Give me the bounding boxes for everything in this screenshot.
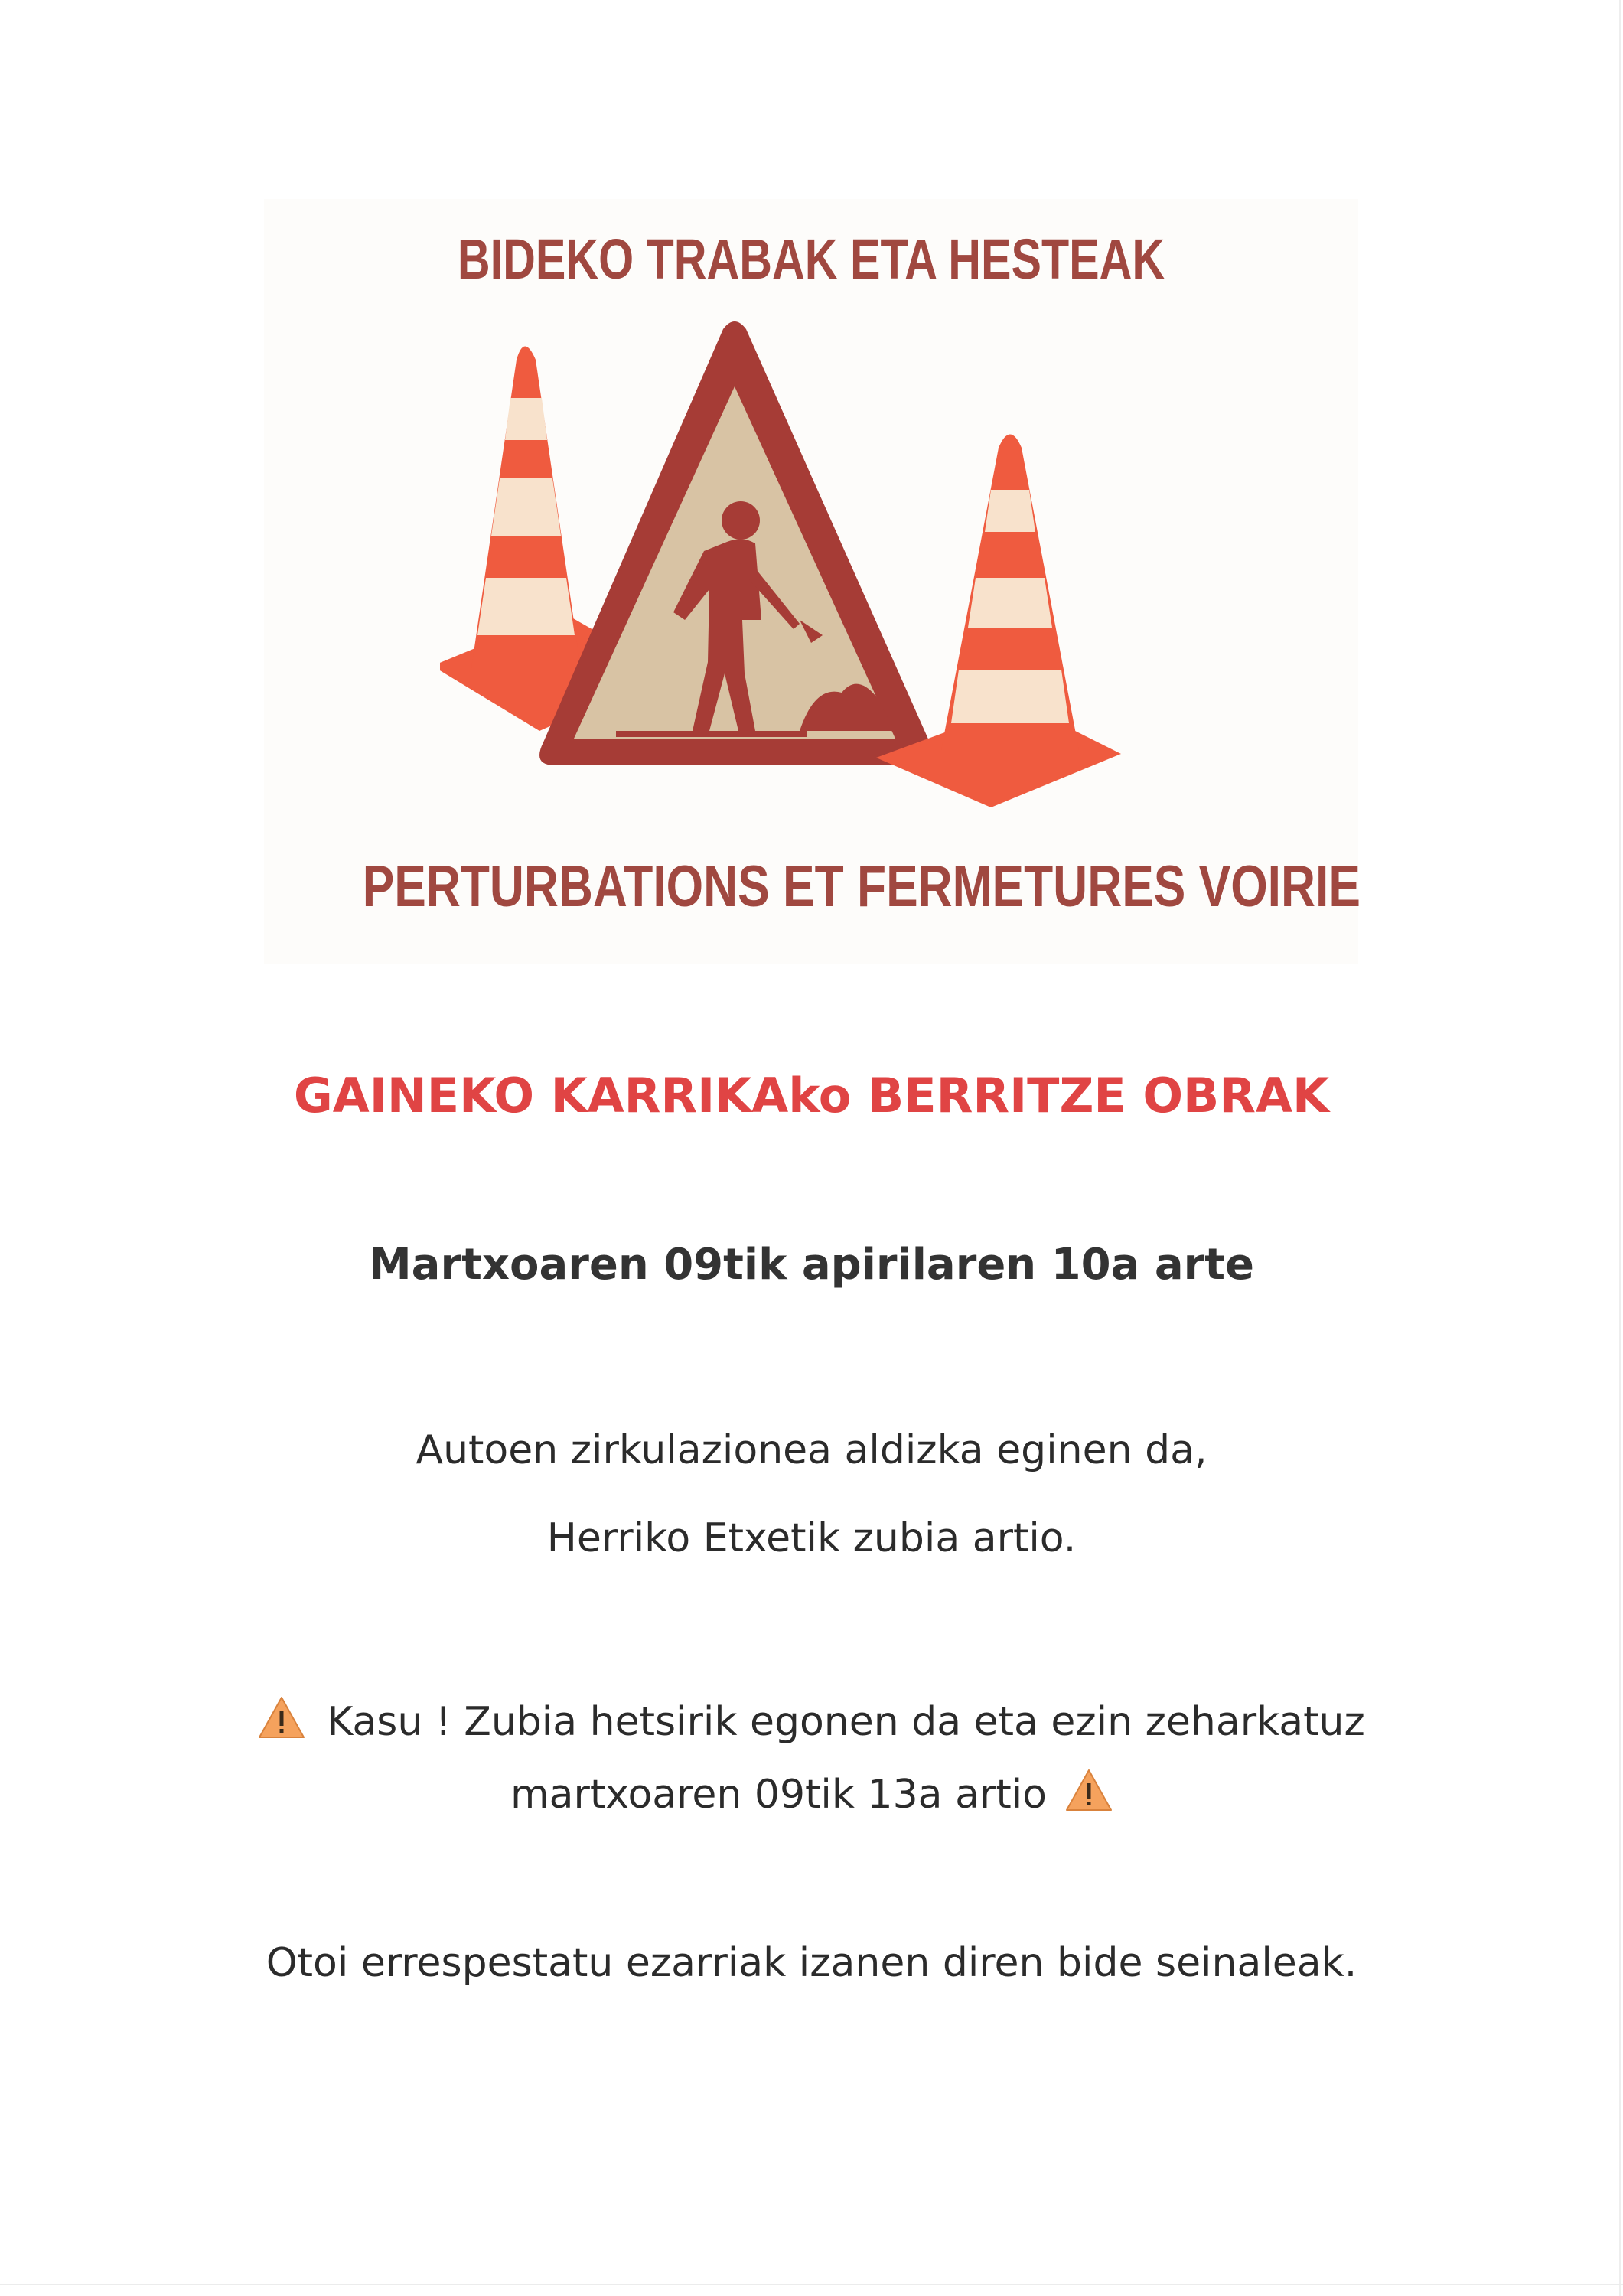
warning-line-1 — [0, 1695, 1623, 1745]
banner-title-basque: BIDEKO TRABAK ETA HESTEAK — [457, 227, 1165, 291]
warning-line-2 — [0, 1768, 1623, 1818]
banner-title-french: PERTURBATIONS ET FERMETURES VOIRIE — [362, 854, 1361, 919]
closing-request: Otoi errespestatu ezarriak izanen diren bide seinaleak. — [266, 1940, 1357, 1986]
roadworks-banner — [264, 199, 1361, 964]
warning-triangle-icon — [258, 1695, 305, 1740]
notice-headline: GAINEKO KARRIKAko BERRITZE OBRAK — [293, 1068, 1330, 1124]
traffic-info-line-1: Autoen zirkulazionea aldizka eginen da, — [416, 1427, 1207, 1473]
date-range: Martxoaren 09tik apirilaren 10a arte — [368, 1240, 1255, 1290]
warning-text-2: martxoaren 09tik 13a artio — [510, 1772, 1047, 1818]
warning-triangle-icon — [1065, 1768, 1113, 1812]
warning-text-1: Kasu ! Zubia hetsirik egonen da eta ezin zeharkatuz — [327, 1699, 1365, 1745]
page-bottom-edge — [0, 2284, 1623, 2285]
traffic-info-line-2: Herriko Etxetik zubia artio. — [546, 1515, 1077, 1561]
roadworks-sign-with-traffic-cones-icon — [440, 314, 1205, 811]
